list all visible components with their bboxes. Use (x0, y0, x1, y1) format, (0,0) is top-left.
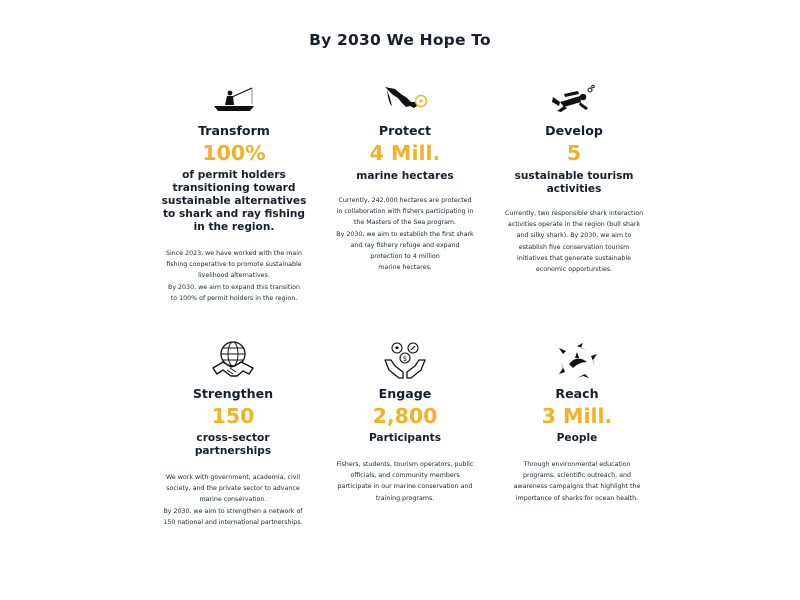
card-stat: 2,800 (372, 404, 438, 428)
scuba-diver-icon (550, 82, 598, 116)
card-subhead: cross-sector partnerships (194, 432, 272, 457)
shark-cycle-icon (553, 340, 601, 382)
card-stat: 3 Mill. (541, 404, 613, 428)
mexico-map-icon (381, 82, 429, 116)
fishing-boat-icon (210, 82, 258, 116)
card-subhead: of permit holders transitioning toward sustainable alternatives to shark and ray fishing in the region. (161, 169, 307, 233)
card-heading: Engage (378, 386, 432, 401)
card-body: Currently, two responsible shark interaction activities operate in the region (bull shark and silky shark). By 2030, we aim to establish five conservation tourism initiatives that generate sustainable economic opportunities. (504, 210, 644, 274)
card-stat: 5 (566, 141, 582, 165)
card-body: We work with government, academia, civil society, and the private sector to advance marine conservation. By 2030, we aim to strengthen a network of 150 national and international partnerships. (163, 474, 303, 526)
card-heading: Develop (545, 123, 603, 138)
goal-card-strengthen (133, 340, 333, 528)
card-subhead: marine hectares (356, 170, 454, 182)
card-heading: Transform (198, 123, 270, 138)
goal-card-transform (134, 82, 334, 304)
card-body: Currently, 242,000 hectares are protected in collaboration with fishers participating in the Masters of the Sea program. By 2030, we aim to establish the first shark and ray fishery refuge and expand protection to 4 million marine hectares. (336, 197, 474, 272)
goal-card-develop (474, 82, 674, 275)
card-heading: Strengthen (192, 386, 274, 401)
card-subhead: sustainable tourism activities (514, 170, 634, 195)
card-heading: Protect (378, 123, 432, 138)
card-heading: Reach (555, 386, 599, 401)
globe-handshake-icon (209, 340, 257, 382)
card-body: Through environmental education programs, scientific outreach, and awareness campaigns that highlight the importance of sharks for ocean health. (513, 461, 641, 502)
card-body: Since 2023, we have worked with the main fishing cooperative to promote sustainable livelihood alternatives. By 2030, we aim to expand this transition to 100% of permit holders in the region. (166, 250, 302, 302)
card-subhead: People (556, 432, 598, 444)
svg-text:$: $ (402, 355, 408, 363)
goal-card-reach (477, 340, 677, 504)
card-stat: 150 (211, 404, 255, 428)
hands-community-icon (381, 340, 429, 382)
card-subhead: Participants (368, 432, 442, 444)
card-body: Fishers, students, tourism operators, public officials, and community members participate in our marine conservation and training programs. (336, 461, 474, 502)
goal-card-engage (305, 340, 505, 504)
page-title: By 2030 We Hope To (309, 31, 491, 49)
card-stat: 4 Mill. (369, 141, 441, 165)
card-stat: 100% (202, 141, 266, 165)
